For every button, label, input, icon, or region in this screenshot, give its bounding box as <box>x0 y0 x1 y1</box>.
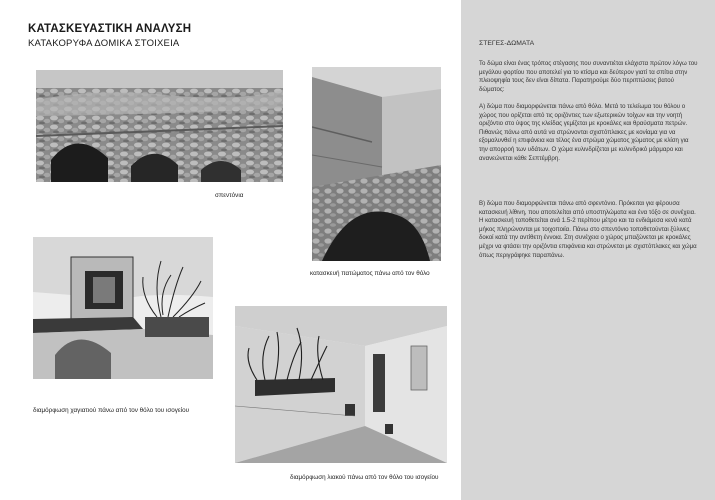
floor-vault-photo <box>312 67 441 261</box>
sidebar-case-a <box>479 103 698 163</box>
case-a-paragraph: Α) δώμα που διαμορφώνεται πάνω από θόλο. Μετά το τελείωμα του θόλου ο χώρος που ορίζεται από τις οριζόντιες των εξωτερικών τοίχων και την νοητή οριζόντιο στο ύψος της κλείδας γεμίζεται με κροκάλες και θραύσματα πετρών. Πιθανώς πάνω από αυτά να στρώνονται σχιστόπλακες με κονίαμα για να εξομαλυνθεί η επιφάνεια και τέλος ένα στρώμα χώματος χώματος με κλίση για την απορροή των υδάτων. Ο χώμα κυλινδρίζεται με κυλινδρικό μάρμαρο και ανανεώνεται κάθε Σεπτέμβρη. <box>479 103 689 162</box>
intro-paragraph: Το δώμα είναι ένας τρόπος στέγασης που συναντιέται ελάχιστα πρώτον λόγω του μεγάλου φορτίου που αποτελεί για το κτίσμα και δεύτερον γιατί τα σπίτια στην πλειοψηφία τους δεν είναι δίπατα. Παρατηρούμε δύο περιπτώσεις βατού δώματος: <box>479 60 698 93</box>
spentonia-photo <box>36 70 283 182</box>
sidebar-heading: ΣΤΕΓΕΣ-ΔΩΜΑΤΑ <box>479 40 535 47</box>
chayati-sketch <box>33 237 213 379</box>
page-subtitle: ΚΑΤΑΚΟΡΥΦΑ ΔΟΜΙΚΑ ΣΤΟΙΧΕΙΑ <box>28 38 180 49</box>
page-title: ΚΑΤΑΣΚΕΥΑΣΤΙΚΗ ΑΝΑΛΥΣΗ <box>28 23 192 35</box>
sidebar-intro <box>479 60 698 94</box>
case-b-paragraph: Β) δώμα που διαμορφώνεται πάνω από σφεντόνιο. Πρόκειται για φέρουσα κατασκευή λίθινη, που αποτελείται από υποστηλώματα και ένα τόξο σε συνέχεια. Η κατασκευή τοποθετείται ανά 1.5-2 περίπου μέτρο και τα ενδιάμεσα κενά κατά μήκος πληρώνονται με τοιχοποιία. Πάνω στο σπεντόνιο τοποθετούνται ξύλινες δοκοί κατά την αντίθετη έννοια. Στη συνέχεια ο χώρος μπαζώνεται με κροκάλες μέχρι να φτάσει την οριζόντια επιφάνεια και στρώνεται με σχιστόπλακες και χώμα όπως περιγράφηκε παραπάνω. <box>479 200 697 259</box>
liakos-sketch <box>235 306 447 463</box>
floor-vault-caption: κατασκευή πατώματος πάνω από τον θόλο <box>310 270 430 277</box>
spentonia-caption: σπεντόνια <box>215 192 244 199</box>
sidebar-case-b <box>479 200 698 260</box>
chayati-caption: διαμόρφωση χαγιατιού πάνω από τον θόλο του ισογείου <box>33 407 190 414</box>
liakos-caption: διαμόρφωση λιακού πάνω από τον θόλο του ισογείου <box>290 474 439 481</box>
